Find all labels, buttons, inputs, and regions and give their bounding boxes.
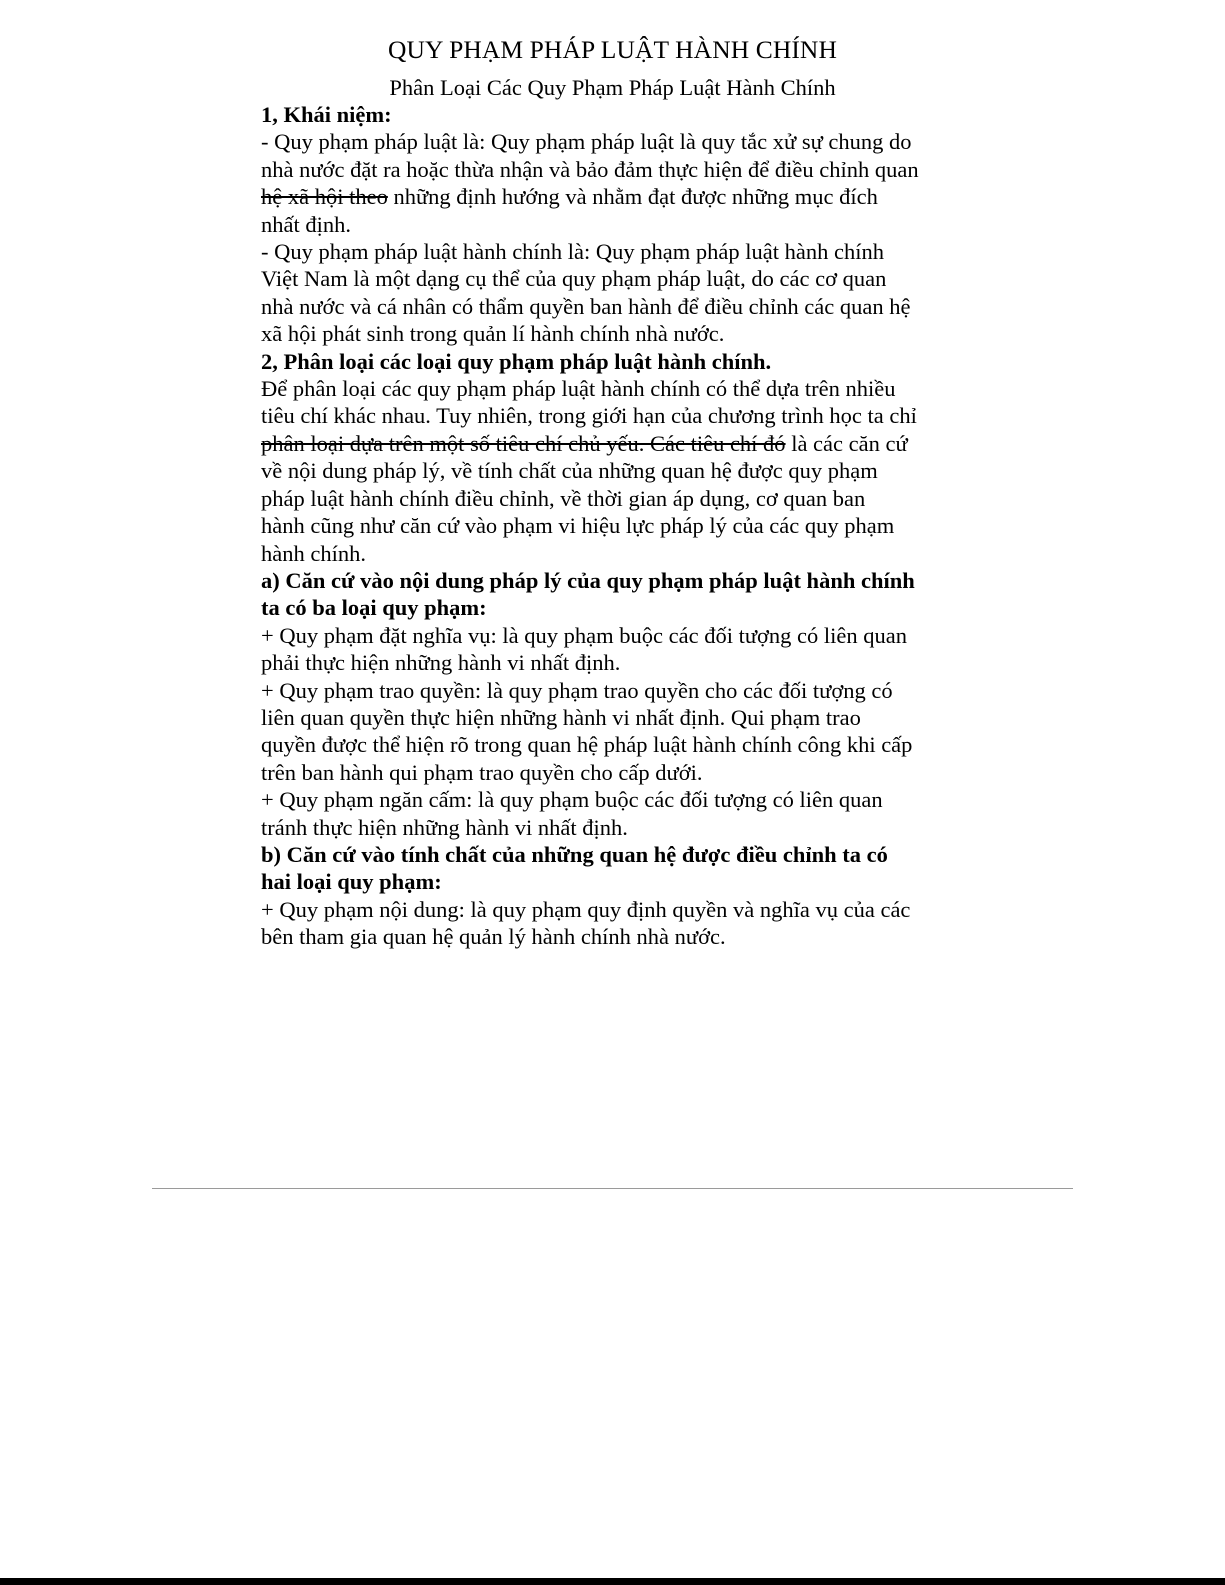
paragraph-line: tiêu chí khác nhau. Tuy nhiên, trong giới hạn của chương trình học ta chỉ xyxy=(261,403,917,429)
section-heading-1: 1, Khái niệm: xyxy=(261,102,392,127)
list-item-line: + Quy phạm trao quyền: là quy phạm trao quyền cho các đối tượng có xyxy=(261,677,893,703)
paragraph-line: nhà nước và cá nhân có thẩm quyền ban hành để điều chỉnh các quan hệ xyxy=(261,293,911,319)
paragraph-line: nhà nước đặt ra hoặc thừa nhận và bảo đảm thực hiện để điều chỉnh quan xyxy=(261,156,919,182)
paragraph-text: những định hướng và nhằm đạt được những mục đích xyxy=(387,184,878,210)
page-divider xyxy=(152,1188,1073,1189)
paragraph-text: là các căn cứ xyxy=(785,430,908,456)
paragraph-line: hành cũng như căn cứ vào phạm vi hiệu lực pháp lý của các quy phạm xyxy=(261,513,895,539)
section-heading-2: 2, Phân loại các loại quy phạm pháp luật hành chính. xyxy=(261,348,772,374)
list-item-line: quyền được thể hiện rõ trong quan hệ pháp luật hành chính công khi cấp xyxy=(261,732,913,758)
bottom-edge-bar xyxy=(0,1578,1225,1585)
subsection-heading-a: a) Căn cứ vào nội dung pháp lý của quy phạm pháp luật hành chính xyxy=(261,567,915,593)
paragraph-line: pháp luật hành chính điều chỉnh, về thời gian áp dụng, cơ quan ban xyxy=(261,485,866,511)
list-item-line: liên quan quyền thực hiện những hành vi nhất định. Qui phạm trao xyxy=(261,704,861,730)
paragraph-line: Để phân loại các quy phạm pháp luật hành chính có thể dựa trên nhiều xyxy=(261,376,896,402)
list-item-line: tránh thực hiện những hành vi nhất định. xyxy=(261,814,628,840)
list-item-line: bên tham gia quan hệ quản lý hành chính nhà nước. xyxy=(261,924,726,950)
paragraph-line: xã hội phát sinh trong quản lí hành chính nhà nước. xyxy=(261,321,725,347)
struck-text: hệ xã hội theo xyxy=(261,184,388,210)
document-subtitle: Phân Loại Các Quy Phạm Pháp Luật Hành Chính xyxy=(389,75,836,100)
document-title: QUY PHẠM PHÁP LUẬT HÀNH CHÍNH xyxy=(388,35,837,64)
paragraph-line: - Quy phạm pháp luật hành chính là: Quy phạm pháp luật hành chính xyxy=(261,239,884,265)
paragraph-line: nhất định. xyxy=(261,211,351,237)
subsection-heading-b: hai loại quy phạm: xyxy=(261,869,442,895)
paragraph-line: - Quy phạm pháp luật là: Quy phạm pháp luật là quy tắc xử sự chung do xyxy=(261,129,912,155)
paragraph-line xyxy=(261,183,973,210)
paragraph-line xyxy=(261,430,973,457)
subsection-heading-b: b) Căn cứ vào tính chất của những quan hệ được điều chỉnh ta có xyxy=(261,841,888,867)
list-item-line: trên ban hành qui phạm trao quyền cho cấp dưới. xyxy=(261,759,703,785)
subsection-heading-a: ta có ba loại quy phạm: xyxy=(261,595,487,621)
list-item-line: phải thực hiện những hành vi nhất định. xyxy=(261,650,621,676)
paragraph-line: Việt Nam là một dạng cụ thể của quy phạm pháp luật, do các cơ quan xyxy=(261,266,887,292)
list-item-line: + Quy phạm đặt nghĩa vụ: là quy phạm buộc các đối tượng có liên quan xyxy=(261,622,908,648)
list-item-line: + Quy phạm nội dung: là quy phạm quy định quyền và nghĩa vụ của các xyxy=(261,896,911,922)
document-body xyxy=(261,101,973,951)
struck-text: phân loại dựa trên một số tiêu chí chủ yếu. Các tiêu chí đó xyxy=(261,430,786,456)
paragraph-line: về nội dung pháp lý, về tính chất của những quan hệ được quy phạm xyxy=(261,458,878,484)
paragraph-line: hành chính. xyxy=(261,540,366,566)
list-item-line: + Quy phạm ngăn cấm: là quy phạm buộc các đối tượng có liên quan xyxy=(261,787,883,813)
